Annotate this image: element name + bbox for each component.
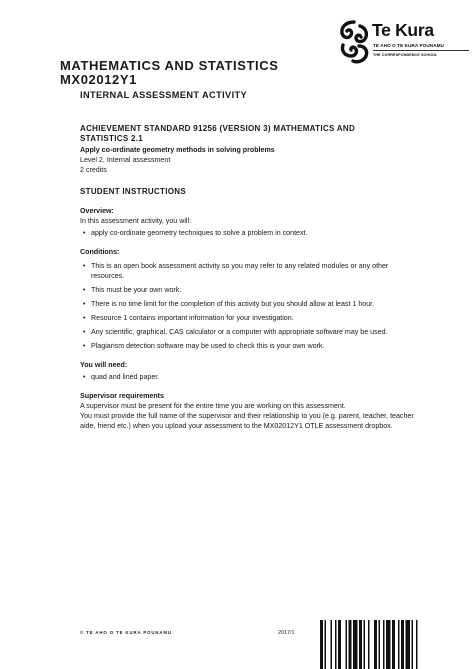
list-item: • Any scientific, graphical, CAS calculator or a computer with appropriate software may be used. (80, 327, 418, 337)
logo-tagline: THE CORRESPONDENCE SCHOOL (373, 53, 438, 57)
document-body (80, 124, 418, 431)
footer-copyright: © TE AHO O TE KURA POUNAMU (80, 630, 172, 635)
logo-name: Te Kura (372, 20, 434, 40)
list-item: • Resource 1 contains important information for your investigation. (80, 313, 418, 323)
course-code: MX02012Y1 (60, 72, 137, 87)
document-subtitle: INTERNAL ASSESSMENT ACTIVITY (80, 90, 248, 100)
conditions-list (80, 261, 418, 351)
document-title: MATHEMATICS AND STATISTICS (60, 58, 279, 73)
standard-description: Apply co-ordinate geometry methods in solving problems (80, 146, 275, 154)
overview-list (80, 228, 418, 238)
barcode-icon (320, 620, 465, 669)
conditions-heading: Conditions: (80, 248, 120, 256)
te-kura-logo (338, 20, 468, 70)
standard-title-line1: ACHIEVEMENT STANDARD 91256 (VERSION 3) MATHEMATICS AND (80, 124, 356, 133)
list-item: • This must be your own work. (80, 285, 418, 295)
koru-logo-icon (338, 20, 370, 66)
student-instructions-heading: STUDENT INSTRUCTIONS (80, 187, 186, 196)
you-will-need-list (80, 372, 418, 382)
list-item: • There is no time limit for the completion of this activity but you should allow at least 1 hour. (80, 299, 418, 309)
standard-level: Level 2, Internal assessment (80, 156, 171, 164)
logo-subtitle: TE AHO O TE KURA POUNAMU (373, 43, 444, 48)
list-item: • This is an open book assessment activity so you may refer to any related modules or any other resources. (80, 261, 418, 281)
you-will-need-heading: You will need: (80, 361, 128, 369)
list-item: • apply co-ordinate geometry techniques to solve a problem in context. (80, 228, 418, 238)
list-item: • quad and lined paper. (80, 372, 418, 382)
overview-intro: In this assessment activity, you will: (80, 217, 192, 225)
footer-code: 2017/1 (278, 630, 295, 636)
logo-rule (373, 50, 469, 51)
supervisor-line-1: A supervisor must be present for the entire time you are working on this assessment. (80, 402, 346, 410)
standard-title-line2: STATISTICS 2.1 (80, 134, 144, 143)
standard-credits: 2 credits (80, 166, 107, 174)
supervisor-line-2: You must provide the full name of the supervisor and their relationship to you (e.g. parent, teacher, teacher aide, friend etc.) when you upload your assessment to the MX02012Y1 OTLE assessment dropbox. (80, 412, 414, 430)
supervisor-heading: Supervisor requirements (80, 392, 164, 400)
list-item: • Plagiarism detection software may be used to check this is your own work. (80, 341, 418, 351)
overview-heading: Overview: (80, 207, 114, 215)
